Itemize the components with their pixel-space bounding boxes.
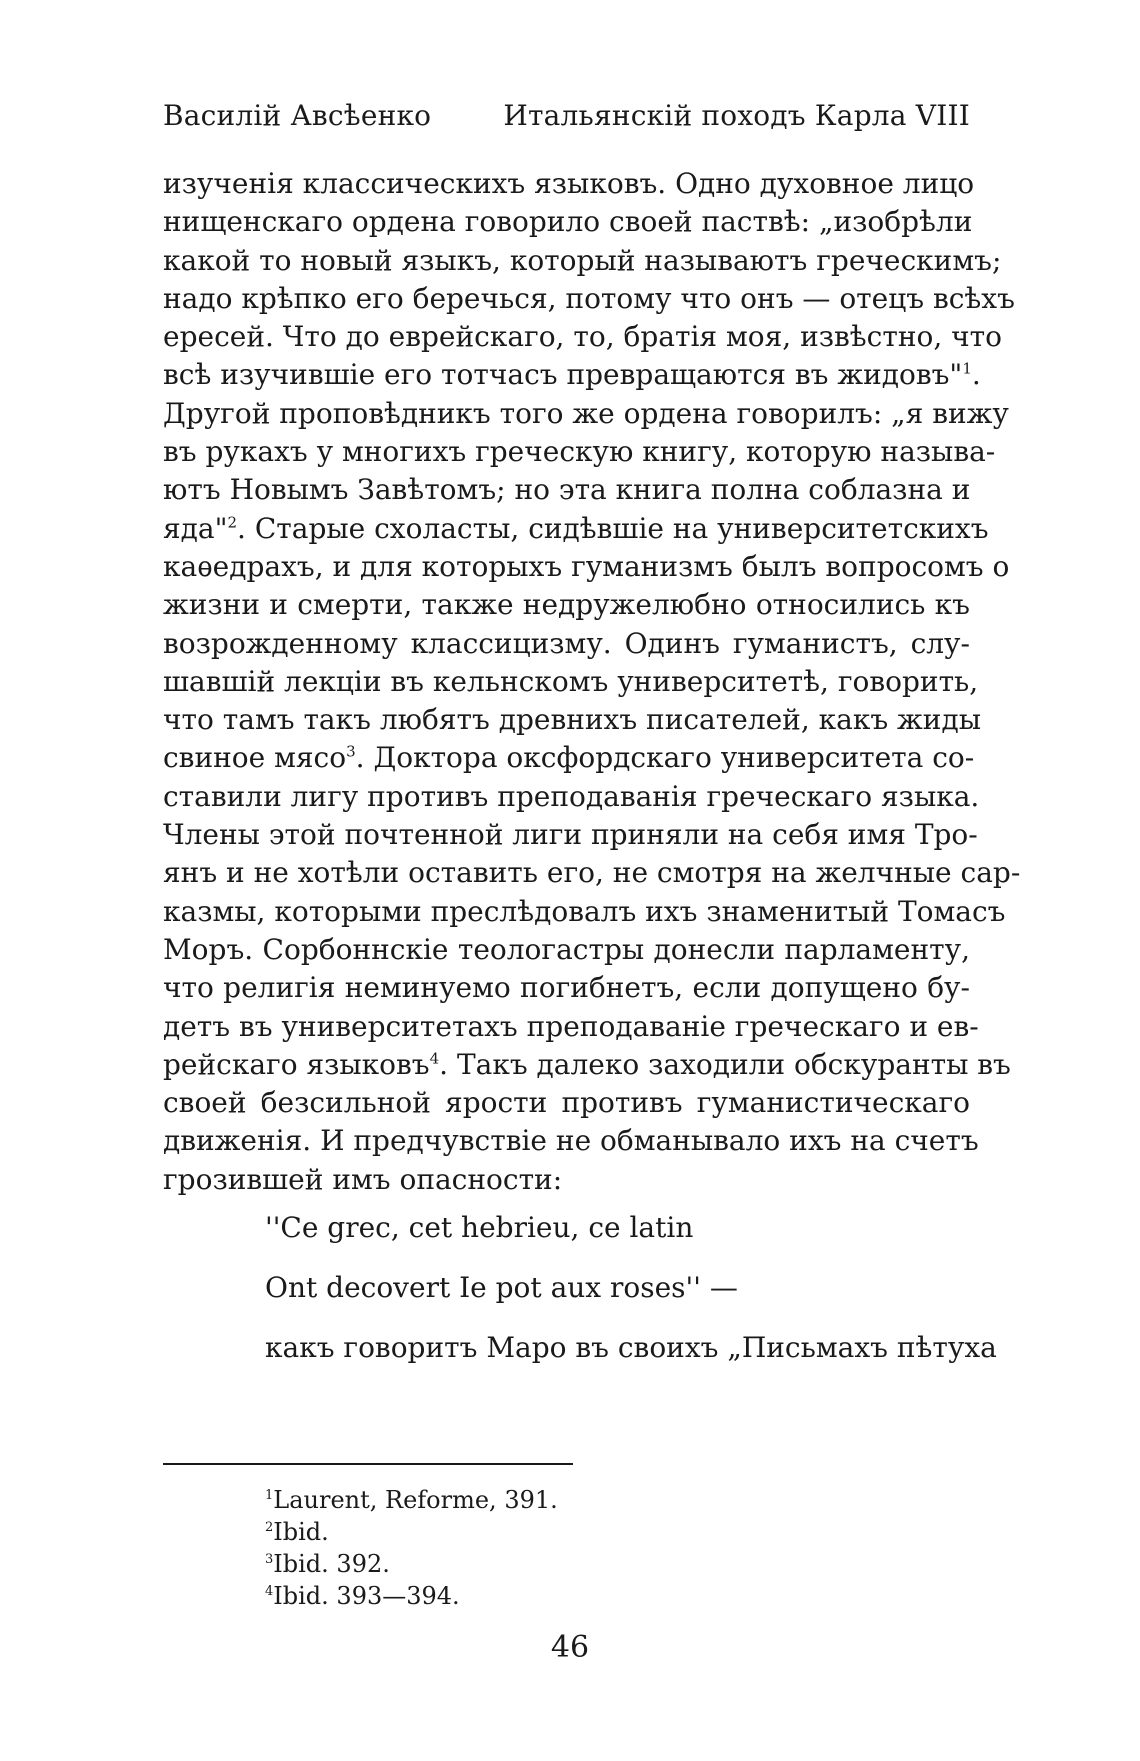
header-title: Итальянскій походъ Карла VIII [503, 99, 970, 132]
text-line: движенія. И предчувствіе не обманывало ихъ на счетъ [163, 1124, 979, 1158]
text-line: изученія классическихъ языковъ. Одно духовное лицо [163, 167, 975, 200]
running-head [163, 98, 970, 134]
footnote-ref: 3 [346, 743, 356, 762]
footnote [265, 1580, 558, 1612]
page-number: 46 [550, 1630, 590, 1665]
footnote-number: 2 [265, 1520, 274, 1535]
verse-line: Ont decovert Ie pot aux roses'' — [265, 1271, 738, 1304]
text-line: жизни и смерти, также недружелюбно относились къ [163, 588, 970, 622]
text-line: янъ и не хотѣли оставить его, не смотря на желчные сар- [163, 856, 1021, 890]
footnote-ref: 2 [227, 513, 238, 532]
header-author: Василій Авсѣенко [163, 99, 432, 132]
text-line: детъ въ университетахъ преподаваніе греческаго и ев- [163, 1009, 979, 1043]
text-line: свиное мясо$^3$. Доктора оксфордскаго университета со- [163, 741, 975, 775]
text-line: въ рукахъ у многихъ греческую книгу, которую называ- [163, 435, 996, 469]
verse-line: ''Ce grec, cet hebrieu, ce latin [265, 1211, 694, 1244]
verse-continuation: какъ говоритъ Маро въ своихъ „Письмахъ пѣтуха [265, 1331, 997, 1364]
text-line: ютъ Новымъ Завѣтомъ; но эта книга полна соблазна и [163, 473, 971, 507]
text-line: каѳедрахъ, и для которыхъ гуманизмъ былъ вопросомъ о [163, 549, 1010, 583]
footnote-text: Ibid. 393—394. [273, 1582, 460, 1610]
footnote-divider [163, 1463, 573, 1465]
text-line: нищенскаго ордена говорило своей паствѣ: „изобрѣли [163, 205, 973, 239]
footnote-number: 1 [265, 1488, 274, 1503]
text-line: своей безсильной ярости противъ гуманистическаго [163, 1086, 970, 1120]
footnote-text: Laurent, Reforme, 391. [273, 1486, 558, 1514]
text-line: что религія неминуемо погибнетъ, если допущено бу- [163, 971, 970, 1005]
footnote [265, 1516, 558, 1548]
text-line: рейскаго языковъ$^4$. Такъ далеко заходили обскуранты въ [163, 1047, 1011, 1081]
text-line: всѣ изучившіе его тотчасъ превращаются въ жидовъ"$^1$. [163, 358, 981, 392]
footnote [265, 1484, 558, 1516]
footnote [265, 1548, 558, 1580]
text-line: что тамъ такъ любятъ древнихъ писателей, какъ жиды [163, 703, 981, 737]
text-line: какой то новый языкъ, который называютъ греческимъ; [163, 243, 1002, 277]
text-line: ставили лигу противъ преподаванія греческаго языка. [163, 779, 980, 813]
text-line: грозившей имъ опасности: [163, 1162, 563, 1196]
footnote-text: Ibid. [273, 1518, 329, 1546]
text-line: надо крѣпко его беречься, потому что онъ — отецъ всѣхъ [163, 281, 1015, 315]
text-line: ересей. Что до еврейскаго, то, братія моя, извѣстно, что [163, 320, 1003, 354]
text-line: возрожденному классицизму. Одинъ гуманистъ, слу- [163, 626, 970, 660]
footnote-number: 4 [265, 1584, 274, 1599]
text-line: Другой проповѣдникъ того же ордена говорилъ: „я вижу [163, 396, 1009, 430]
body-text [163, 165, 1021, 1199]
footnote-ref: 4 [429, 1049, 440, 1068]
text-line: Моръ. Сорбоннскіе теологастры донесли парламенту, [163, 932, 970, 966]
footnote-text: Ibid. 392. [273, 1550, 390, 1578]
text-line: казмы, которыми преслѣдовалъ ихъ знаменитый Томасъ [163, 894, 1006, 928]
text-line: шавшій лекціи въ кельнскомъ университетѣ, говорить, [163, 664, 979, 698]
text-line: Члены этой почтенной лиги приняли на себя имя Тро- [163, 818, 978, 852]
footnote-ref: 1 [962, 360, 972, 379]
text-line: яда"$^2$. Старые схоласты, сидѣвшіе на университетскихъ [163, 511, 989, 545]
footnote-number: 3 [265, 1552, 274, 1567]
footnotes [265, 1484, 558, 1612]
